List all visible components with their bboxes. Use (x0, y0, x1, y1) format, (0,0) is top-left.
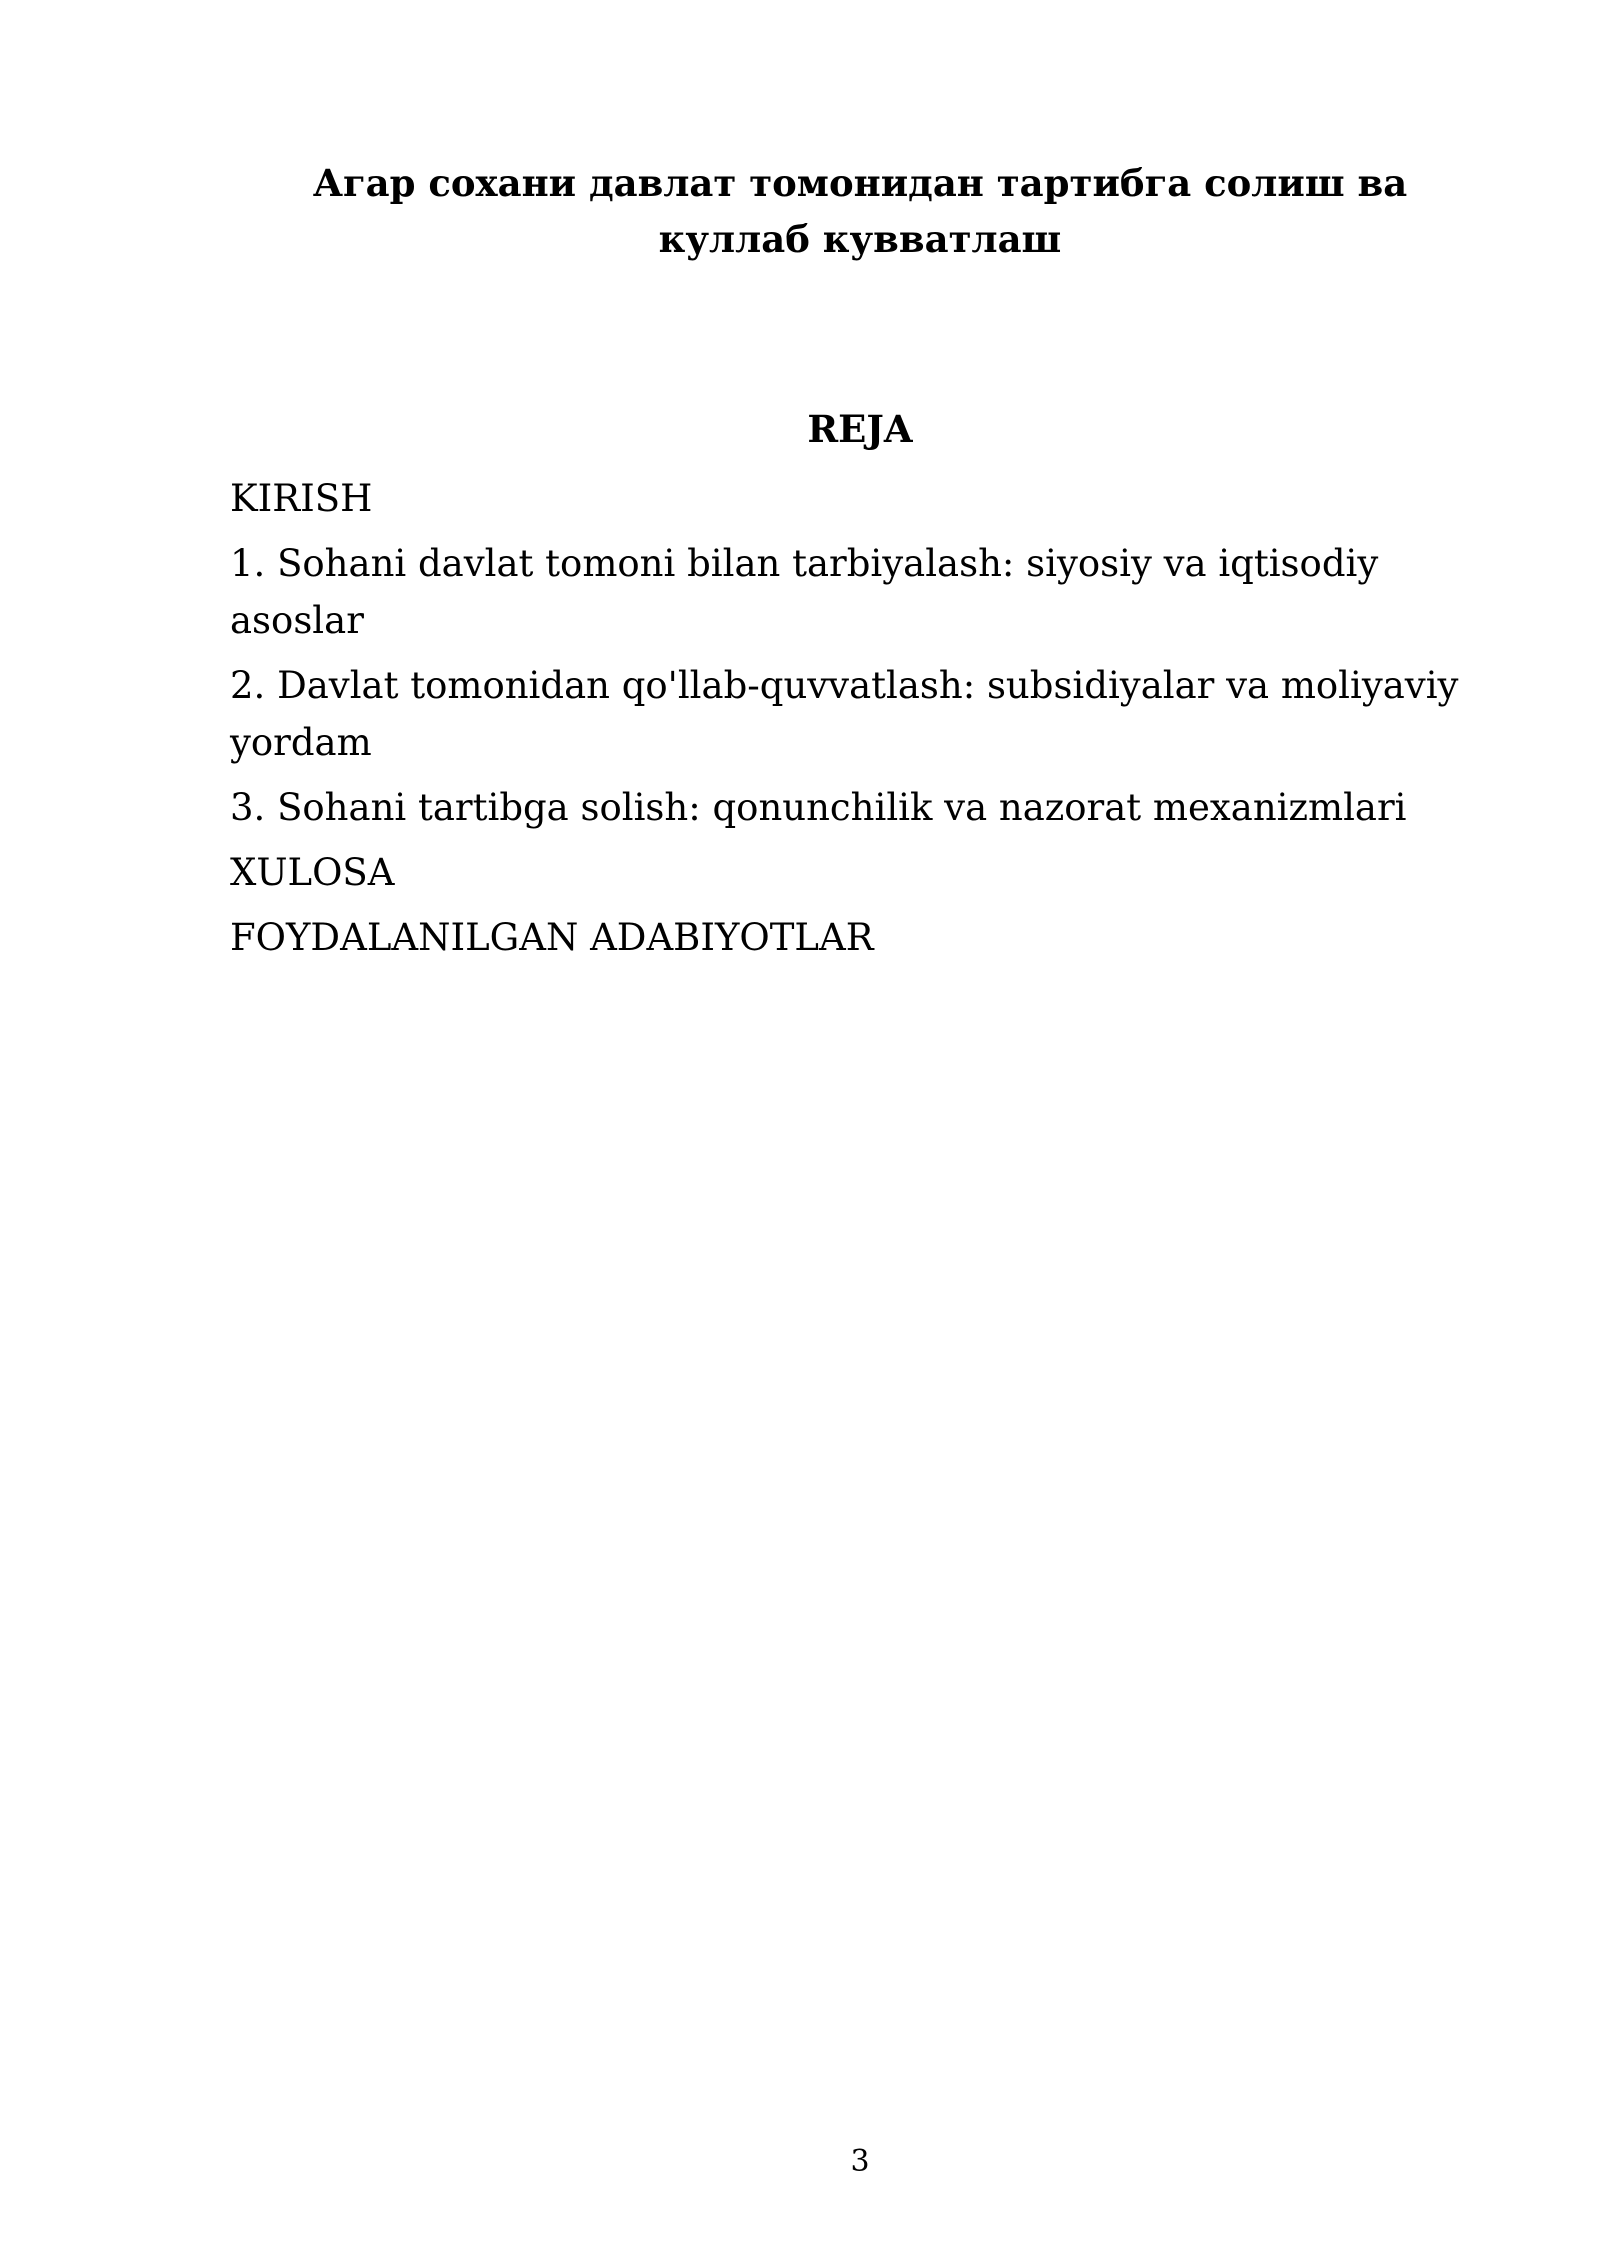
page-number: 3 (850, 2144, 870, 2179)
plan-heading: REJA (807, 407, 913, 451)
document-title-line-1: Агар сохани давлат томонидан тартибга солиш ва (312, 161, 1408, 205)
plan-item-conclusion: XULOSA (230, 851, 395, 894)
plan-item-section-3: 3. Sohani tartibga solish: qonunchilik va nazorat mexanizmlari (230, 786, 1407, 829)
plan-item-references: FOYDALANILGAN ADABIYOTLAR (230, 916, 874, 959)
plan-item-section-1: 1. Sohani davlat tomoni bilan tarbiyalash: siyosiy va iqtisodiy asoslar (230, 542, 1379, 642)
plan-list (230, 470, 1500, 974)
document-title (230, 155, 1490, 267)
plan-item-section-2: 2. Davlat tomonidan qo'llab-quvvatlash: subsidiyalar va moliyaviy yordam (230, 664, 1459, 764)
plan-item-introduction: KIRISH (230, 477, 373, 520)
document-title-line-2: куллаб кувватлаш (658, 217, 1062, 261)
